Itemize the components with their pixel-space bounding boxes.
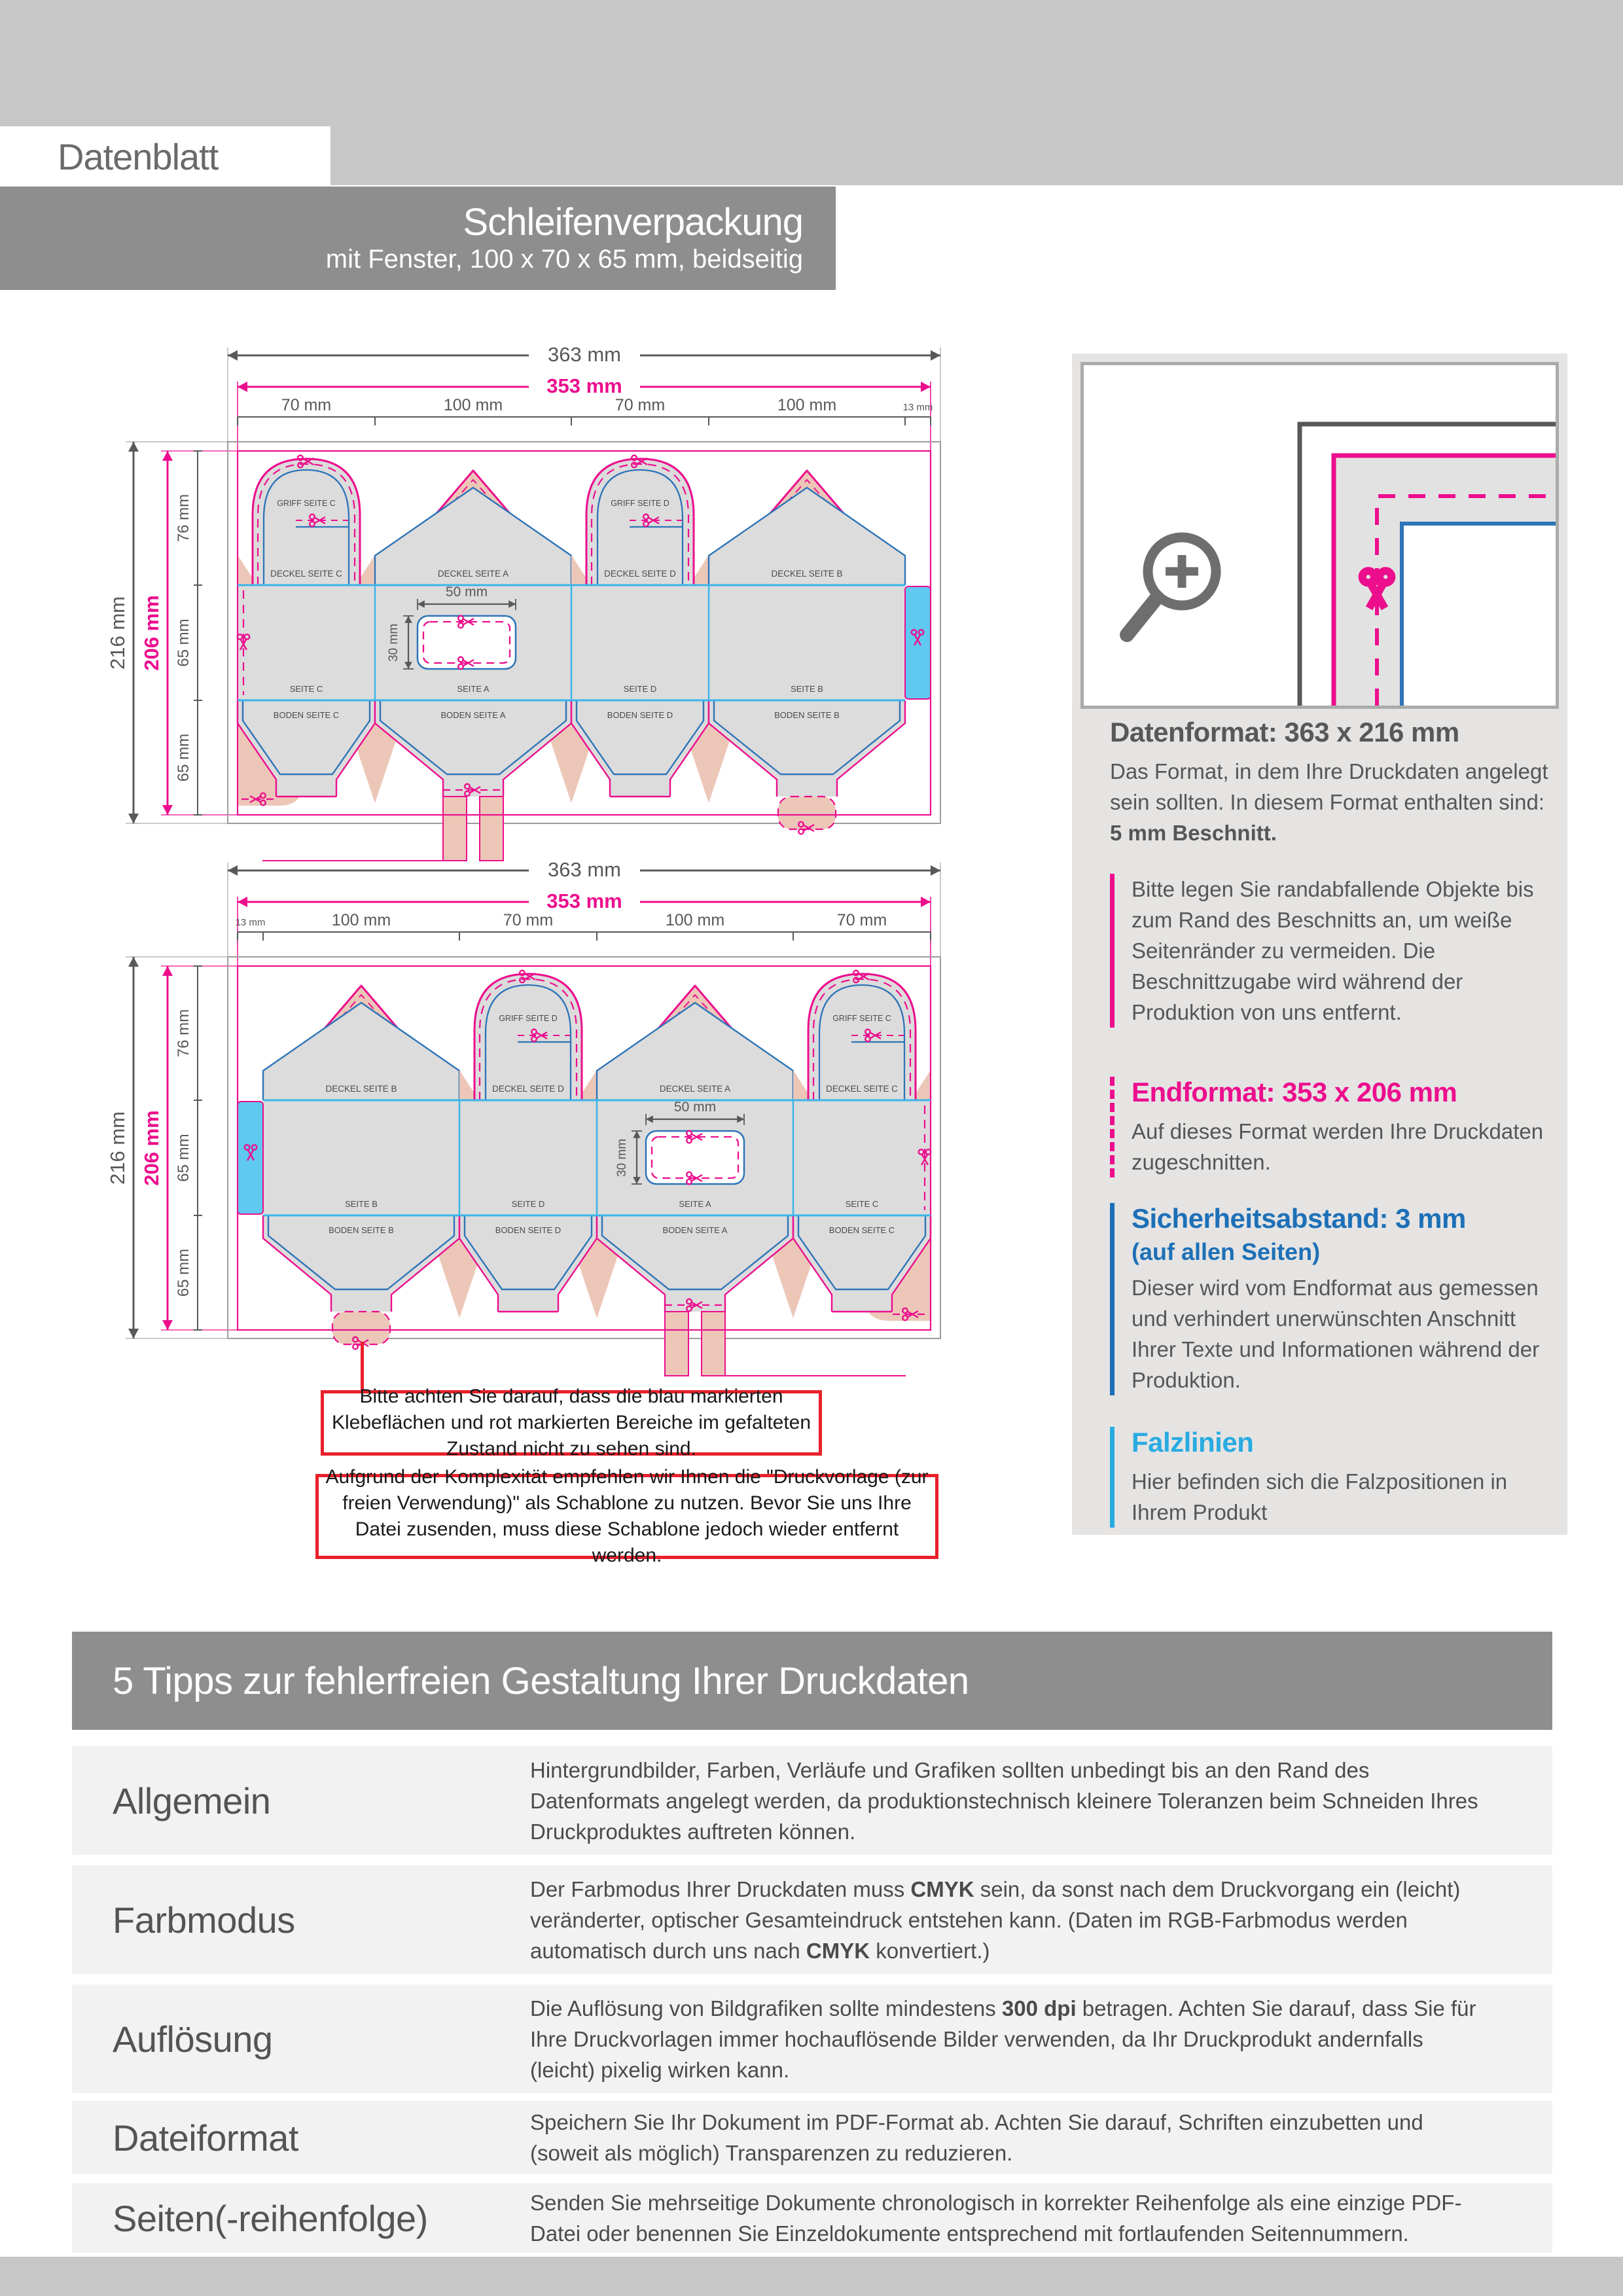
dieline-svg [97, 331, 1046, 874]
bleed-note-text: Bitte legen Sie randabfallende Objekte bis zum Rand des Beschnitts an, um weiße Seitenränder zu vermeiden. Die Beschnittzugabe wird während der Produktion von uns entfernt. [1132, 877, 1534, 1024]
datenblatt-label: Datenblatt [58, 135, 219, 177]
tip-row-dateiformat [72, 2101, 1552, 2174]
panel-label-griff: GRIFF SEITE D [611, 499, 669, 508]
dim-trim-height: 206 mm [140, 595, 163, 671]
section-bleed-note [1110, 874, 1549, 1028]
dim-vsegment: 65 mm [175, 733, 192, 782]
dim-window-width: 50 mm [673, 1100, 717, 1115]
section-datenformat [1110, 717, 1549, 848]
page-subtitle: mit Fenster, 100 x 70 x 65 mm, beidseitig [325, 245, 803, 274]
dim-window-height: 30 mm [615, 1138, 629, 1177]
datenblatt-box [0, 126, 330, 187]
dim-segment: 100 mm [331, 911, 391, 929]
zoom-icon [1127, 537, 1216, 635]
tip-text: Die Auflösung von Bildgrafiken sollte mindestens 300 dpi betragen. Achten Sie darauf, dass Sie für Ihre Druckvorlagen immer hochauflösende Bilder verwenden, da Ihr Druckprodukt andernfalls (leicht) pixelig wirken kann. [530, 1996, 1476, 2082]
endformat-text: Auf dieses Format werden Ihre Druckdaten zugeschnitten. [1132, 1119, 1544, 1174]
falzlinien-heading: Falzlinien [1132, 1427, 1254, 1458]
panel-label-seite: SEITE C [289, 684, 323, 694]
safe-area [1402, 524, 1556, 706]
panel-label-deckel: DECKEL SEITE D [604, 569, 676, 579]
annotation-box-glue-areas [321, 1386, 822, 1460]
tip-row-aufloesung [72, 1984, 1552, 2093]
annotation-text-1: Bitte achten Sie darauf, dass die blau markierten Klebeflächen und rot markierten Bereiche im gefalteten Zustand nicht zu sehen sind. [331, 1386, 812, 1460]
legend-detail-box [1080, 362, 1559, 709]
panel-label-seite: SEITE B [791, 684, 823, 694]
section-endformat [1110, 1077, 1549, 1177]
tips-banner-title: 5 Tipps zur fehlerfreien Gestaltung Ihrer Druckdaten [113, 1659, 969, 1702]
dieline-back [97, 846, 1046, 1389]
datenformat-text: Das Format, in dem Ihre Druckdaten angelegt sein sollten. In diesem Format enthalten sind: 5 mm Beschnitt. [1110, 759, 1548, 845]
dim-vsegment: 65 mm [175, 1134, 192, 1182]
dim-trim-width: 353 mm [546, 889, 622, 912]
bottom-band [0, 2257, 1623, 2296]
panel-label-boden: BODEN SEITE C [829, 1225, 895, 1235]
panel-label-seite: SEITE D [623, 684, 657, 694]
panel-label-griff: GRIFF SEITE D [499, 1014, 558, 1023]
title-banner [0, 187, 836, 290]
annotation-box-template [315, 1466, 938, 1566]
dim-trim-width: 353 mm [546, 374, 622, 397]
page-title: Schleifenverpackung [463, 201, 803, 243]
tip-row-seitenreihenfolge [72, 2183, 1552, 2253]
tip-label: Dateiformat [113, 2117, 298, 2159]
dim-window-height: 30 mm [387, 623, 401, 662]
dieline-svg [97, 846, 1046, 1389]
tip-label: Farbmodus [113, 1899, 295, 1941]
dim-total-height: 216 mm [106, 1111, 129, 1185]
tip-text: Senden Sie mehrseitige Dokumente chronologisch in korrekter Reihenfolge als eine einzige PDF-Datei oder benennen Sie Einzeldokumente entsprechend mit fortlaufenden Seitennummern. [530, 2191, 1462, 2246]
panel-label-boden: BODEN SEITE B [329, 1225, 394, 1235]
panel-label-seite: SEITE B [345, 1199, 378, 1209]
tip-text: Der Farbmodus Ihrer Druckdaten muss CMYK sein, da sonst nach dem Druckvorgang ein (leicht) veränderter, optischer Gesamteindruck entstehen kann. (Daten im RGB-Farbmodus werden automatisch durch uns nach CMYK konvertiert.) [530, 1876, 1461, 1963]
panel-label-seite: SEITE A [679, 1199, 711, 1209]
panel-label-deckel: DECKEL SEITE C [270, 569, 342, 579]
dim-segment: 100 mm [665, 911, 725, 929]
tip-label: Auflösung [113, 2018, 273, 2060]
panel-label-boden: BODEN SEITE D [495, 1225, 562, 1235]
panel-label-deckel: DECKEL SEITE D [492, 1084, 564, 1094]
panel-label-deckel: DECKEL SEITE B [325, 1084, 397, 1094]
dim-total-width: 363 mm [548, 858, 621, 881]
dim-vsegment: 76 mm [175, 493, 192, 543]
dim-vsegment: 76 mm [175, 1009, 192, 1058]
datenformat-heading: Datenformat: 363 x 216 mm [1110, 717, 1459, 747]
corner-diagram [1084, 365, 1556, 706]
panel-label-griff: GRIFF SEITE C [832, 1014, 891, 1023]
panel-label-boden: BODEN SEITE A [440, 710, 506, 720]
dim-segment: 100 mm [443, 396, 503, 414]
panel-label-seite: SEITE C [845, 1199, 879, 1209]
sicherheitsabstand-sub: (auf allen Seiten) [1132, 1238, 1321, 1265]
panel-label-boden: BODEN SEITE A [662, 1225, 728, 1235]
tip-row-allgemein [72, 1746, 1552, 1855]
sicherheitsabstand-text: Dieser wird vom Endformat aus gemessen und verhindert unerwünschten Anschnitt Ihrer Texte und Informationen während der Produktion. [1132, 1276, 1540, 1392]
dieline-front [97, 331, 1046, 874]
dim-vsegment: 65 mm [175, 619, 192, 667]
tips-banner [72, 1632, 1552, 1730]
dim-segment: 100 mm [777, 396, 837, 414]
annotation-text-2: Aufgrund der Komplexität empfehlen wir Ihnen die "Druckvorlage (zur freien Verwendung)" als Schablone zu nutzen. Bevor Sie uns Ihre Datei zusenden, muss diese Schablone jedoch wieder entfernt werden. [325, 1466, 929, 1566]
dim-vsegment: 65 mm [175, 1248, 192, 1297]
panel-label-boden: BODEN SEITE B [774, 710, 840, 720]
tip-label: Seiten(-reihenfolge) [113, 2197, 428, 2239]
panel-label-deckel: DECKEL SEITE A [659, 1084, 731, 1094]
panel-label-seite: SEITE D [511, 1199, 545, 1209]
tip-row-farbmodus [72, 1865, 1552, 1974]
dim-segment: 70 mm [615, 396, 666, 414]
dim-segment: 70 mm [281, 396, 332, 414]
dim-total-height: 216 mm [106, 596, 129, 670]
info-panel [1072, 353, 1567, 1535]
panel-label-deckel: DECKEL SEITE A [437, 569, 509, 579]
panel-label-boden: BODEN SEITE D [607, 710, 673, 720]
dim-total-width: 363 mm [548, 343, 621, 366]
dim-segment: 13 mm [235, 917, 266, 928]
section-falzlinien [1110, 1427, 1549, 1528]
panel-label-deckel: DECKEL SEITE C [826, 1084, 898, 1094]
dim-segment: 13 mm [902, 402, 933, 413]
tip-text: Hintergrundbilder, Farben, Verläufe und Grafiken sollten unbedingt bis an den Rand des Datenformats angelegt werden, da produktionstechnisch kleinere Toleranzen beim Schneiden Ihres Druckproduktes auftreten können. [530, 1757, 1478, 1844]
dim-segment: 70 mm [503, 911, 554, 929]
section-sicherheitsabstand [1110, 1203, 1549, 1395]
panel-label-seite: SEITE A [457, 684, 490, 694]
dim-trim-height: 206 mm [140, 1110, 163, 1186]
dim-segment: 70 mm [836, 911, 887, 929]
dim-window-width: 50 mm [445, 584, 488, 600]
sicherheitsabstand-heading: Sicherheitsabstand: 3 mm [1132, 1203, 1466, 1234]
tip-text: Speichern Sie Ihr Dokument im PDF-Format ab. Achten Sie darauf, Schriften einzubetten und (soweit als möglich) Transparenzen zu reduzieren. [530, 2110, 1423, 2165]
tip-label: Allgemein [113, 1780, 271, 1821]
panel-label-deckel: DECKEL SEITE B [771, 569, 843, 579]
panel-label-griff: GRIFF SEITE C [277, 499, 336, 508]
panel-label-boden: BODEN SEITE C [273, 710, 340, 720]
falzlinien-text: Hier befinden sich die Falzpositionen in Ihrem Produkt [1132, 1469, 1508, 1524]
endformat-heading: Endformat: 353 x 206 mm [1132, 1077, 1457, 1107]
